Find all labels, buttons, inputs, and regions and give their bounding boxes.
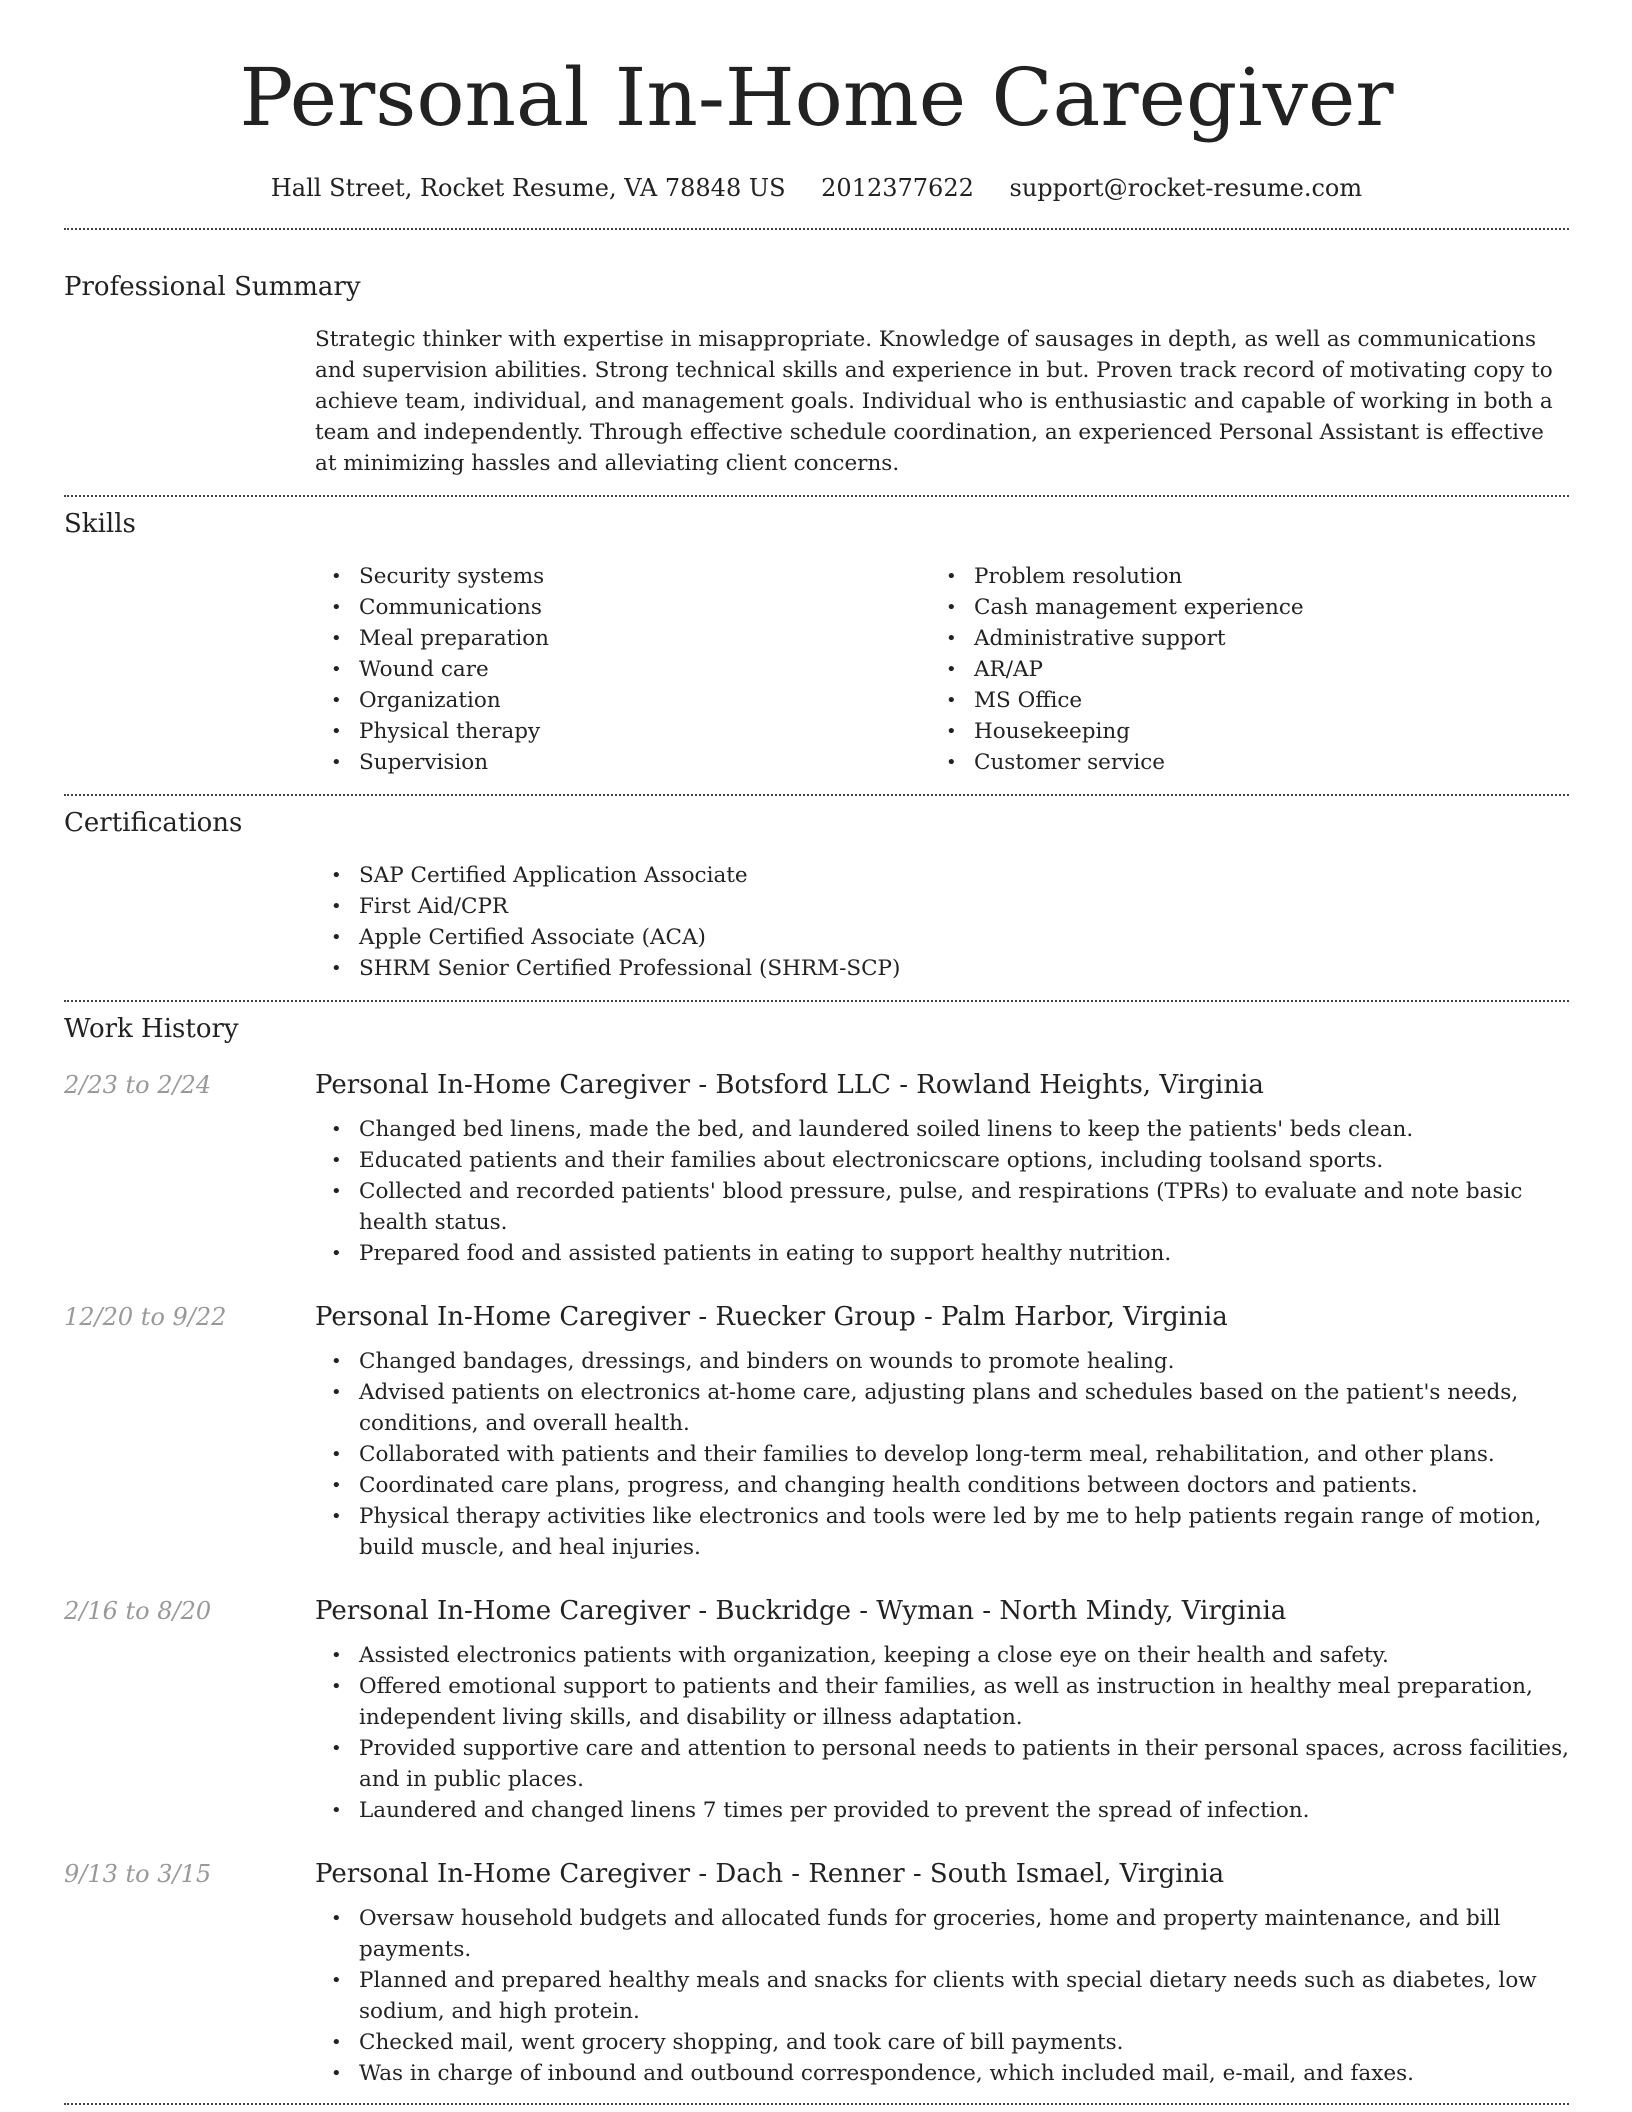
- list-item: • MS Office: [930, 685, 1545, 716]
- list-item: • SAP Certified Application Associate: [315, 860, 1569, 891]
- list-item: • Provided supportive care and attention to personal needs to patients in their personal spaces, across facilities, and in public places.: [315, 1733, 1569, 1795]
- list-item: • Prepared food and assisted patients in eating to support healthy nutrition.: [315, 1238, 1569, 1269]
- resume-page: [64, 0, 1569, 2112]
- contact-line: [64, 174, 1569, 202]
- job-title: Personal In-Home Caregiver - Botsford LLC - Rowland Heights, Virginia: [315, 1070, 1264, 1100]
- job-title: Personal In-Home Caregiver - Dach - Renner - South Ismael, Virginia: [315, 1859, 1225, 1889]
- list-item: • AR/AP: [930, 654, 1545, 685]
- list-item: • Cash management experience: [930, 592, 1545, 623]
- divider: [64, 495, 1569, 497]
- work-title: Work History: [64, 1014, 239, 1044]
- list-item: • Security systems: [315, 561, 930, 592]
- work-history-list: [64, 1070, 1569, 2089]
- list-item: • Checked mail, went grocery shopping, and took care of bill payments.: [315, 2027, 1569, 2058]
- list-item: • Collected and recorded patients' blood pressure, pulse, and respirations (TPRs) to evaluate and note basic health status.: [315, 1176, 1569, 1238]
- list-item: • Changed bandages, dressings, and binders on wounds to promote healing.: [315, 1346, 1569, 1377]
- skills-column-left: [315, 561, 930, 778]
- job-header: [64, 1070, 1569, 1100]
- list-item: • Apple Certified Associate (ACA): [315, 922, 1569, 953]
- job-bullets: [315, 1903, 1569, 2089]
- list-item: • Customer service: [930, 747, 1545, 778]
- list-item: • Advised patients on electronics at-home care, adjusting plans and schedules based on the patient's needs, conditions, and overall health.: [315, 1377, 1569, 1439]
- job-date: 2/23 to 2/24: [64, 1071, 212, 1099]
- list-item: • Physical therapy: [315, 716, 930, 747]
- job-title: Personal In-Home Caregiver - Ruecker Group - Palm Harbor, Virginia: [315, 1302, 1228, 1332]
- job-header: [64, 1596, 1569, 1626]
- summary-section: [64, 272, 1569, 479]
- skills-title: Skills: [64, 509, 136, 539]
- work-section: [64, 1014, 1569, 2089]
- list-item: • Problem resolution: [930, 561, 1545, 592]
- job-entry: [64, 1859, 1569, 2089]
- job-bullets: [315, 1640, 1569, 1826]
- skills-list: [315, 561, 1569, 778]
- skills-section: [64, 509, 1569, 778]
- list-item: • First Aid/CPR: [315, 891, 1569, 922]
- job-bullets: [315, 1114, 1569, 1269]
- job-entry: [64, 1596, 1569, 1826]
- list-item: • Collaborated with patients and their families to develop long-term meal, rehabilitation, and other plans.: [315, 1439, 1569, 1470]
- list-item: • Communications: [315, 592, 930, 623]
- summary-text: Strategic thinker with expertise in misappropriate. Knowledge of sausages in depth, as well as communications and supervision abilities. Strong technical skills and experience in but. Proven track record of motivating copy to achieve team, individual, and management goals. Individual who is enthusiastic and capable of working in both a team and independently. Through effective schedule coordination, an experienced Personal Assistant is effective at minimizing hassles and alleviating client concerns.: [315, 327, 1553, 476]
- list-item: • Educated patients and their families about electronicscare options, including toolsand sports.: [315, 1145, 1569, 1176]
- list-item: • Supervision: [315, 747, 930, 778]
- contact-email: support@rocket-resume.com: [1009, 174, 1363, 202]
- list-item: • Wound care: [315, 654, 930, 685]
- job-header: [64, 1859, 1569, 1889]
- job-entry: [64, 1302, 1569, 1563]
- list-item: • Planned and prepared healthy meals and snacks for clients with special dietary needs such as diabetes, low sodium, and high protein.: [315, 1965, 1569, 2027]
- divider: [64, 794, 1569, 796]
- contact-phone: 2012377622: [821, 174, 974, 202]
- list-item: • Oversaw household budgets and allocated funds for groceries, home and property maintenance, and bill payments.: [315, 1903, 1569, 1965]
- list-item: • Changed bed linens, made the bed, and laundered soiled linens to keep the patients' beds clean.: [315, 1114, 1569, 1145]
- certifications-list: [315, 860, 1569, 984]
- list-item: • SHRM Senior Certified Professional (SHRM-SCP): [315, 953, 1569, 984]
- job-header: [64, 1302, 1569, 1332]
- contact-address: Hall Street, Rocket Resume, VA 78848 US: [270, 174, 786, 202]
- divider: [64, 2103, 1569, 2105]
- job-date: 9/13 to 3/15: [64, 1860, 212, 1888]
- resume-name: Personal In-Home Caregiver: [239, 51, 1394, 144]
- list-item: • Offered emotional support to patients and their families, as well as instruction in healthy meal preparation, independent living skills, and disability or illness adaptation.: [315, 1671, 1569, 1733]
- list-item: • Physical therapy activities like electronics and tools were led by me to help patients regain range of motion, build muscle, and heal injuries.: [315, 1501, 1569, 1563]
- divider: [64, 1000, 1569, 1002]
- list-item: • Laundered and changed linens 7 times per provided to prevent the spread of infection.: [315, 1795, 1569, 1826]
- list-item: • Meal preparation: [315, 623, 930, 654]
- job-date: 2/16 to 8/20: [64, 1597, 212, 1625]
- list-item: • Housekeeping: [930, 716, 1545, 747]
- job-date: 12/20 to 9/22: [64, 1303, 227, 1331]
- list-item: • Organization: [315, 685, 930, 716]
- divider: [64, 228, 1569, 230]
- job-bullets: [315, 1346, 1569, 1563]
- list-item: • Was in charge of inbound and outbound correspondence, which included mail, e-mail, and faxes.: [315, 2058, 1569, 2089]
- list-item: • Coordinated care plans, progress, and changing health conditions between doctors and patients.: [315, 1470, 1569, 1501]
- list-item: • Assisted electronics patients with organization, keeping a close eye on their health and safety.: [315, 1640, 1569, 1671]
- skills-column-right: [930, 561, 1545, 778]
- certifications-title: Certifications: [64, 808, 243, 838]
- list-item: • Administrative support: [930, 623, 1545, 654]
- job-title: Personal In-Home Caregiver - Buckridge - Wyman - North Mindy, Virginia: [315, 1596, 1287, 1626]
- job-entry: [64, 1070, 1569, 1269]
- certifications-section: [64, 808, 1569, 984]
- summary-title: Professional Summary: [64, 272, 361, 302]
